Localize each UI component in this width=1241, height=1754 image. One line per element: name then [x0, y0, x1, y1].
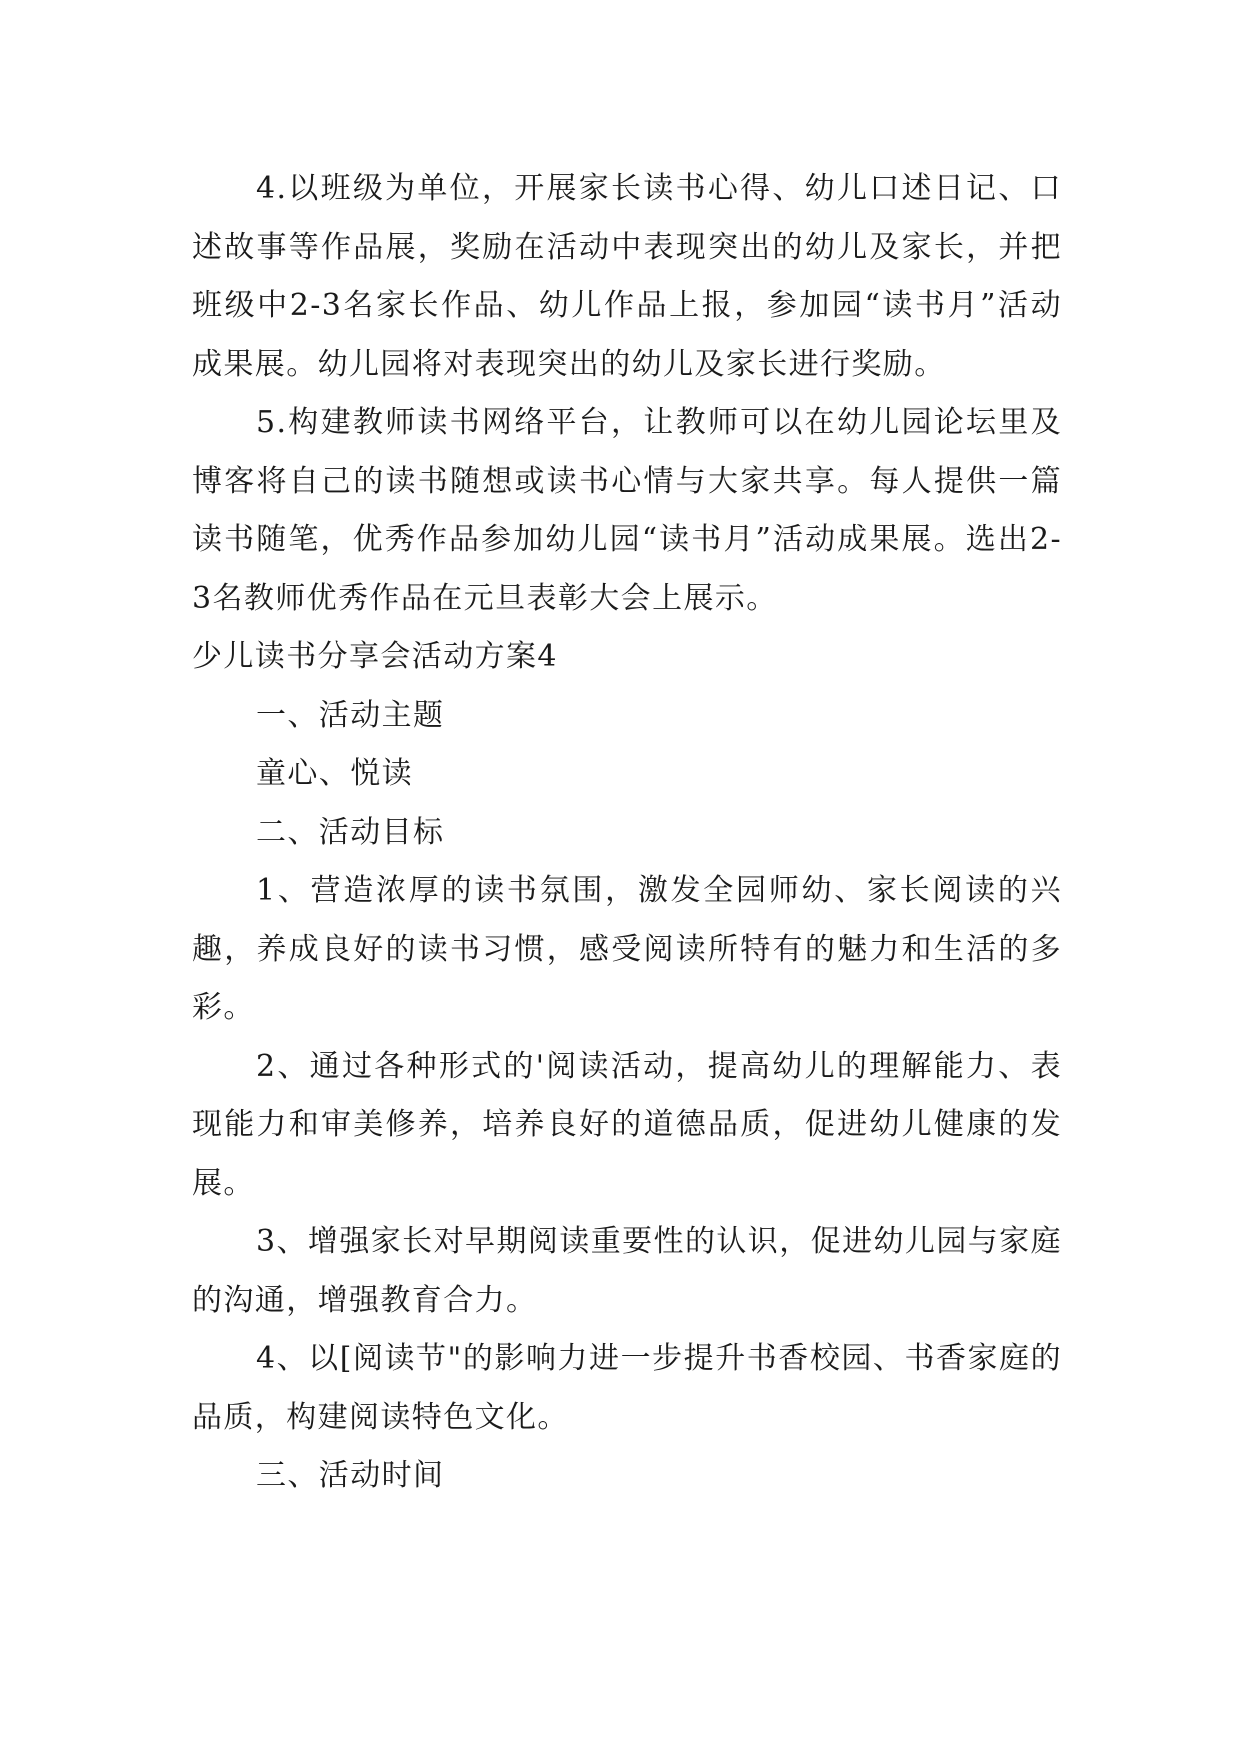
paragraph-item-5: 5.构建教师读书网络平台，让教师可以在幼儿园论坛里及博客将自己的读书随想或读书心情与大家共享。每人提供一篇读书随笔，优秀作品参加幼儿园“读书月”活动成果展。选出2-3名教师优秀作品在元旦表彰大会上展示。 [192, 405, 1062, 616]
goal-2: 2、通过各种形式的'阅读活动，提高幼儿的理解能力、表现能力和审美修养，培养良好的道德品质，促进幼儿健康的发展。 [192, 1048, 1062, 1201]
paragraph-item-4: 4.以班级为单位，开展家长读书心得、幼儿口述日记、口述故事等作品展，奖励在活动中表现突出的幼儿及家长，并把班级中2-3名家长作品、幼儿作品上报，参加园“读书月”活动成果展。幼儿园将对表现突出的幼儿及家长进行奖励。 [192, 171, 1062, 382]
goal-3: 3、增强家长对早期阅读重要性的认识，促进幼儿园与家庭的沟通，增强教育合力。 [192, 1224, 1062, 1318]
goal-4: 4、以[阅读节"的影响力进一步提升书香校园、书香家庭的品质，构建阅读特色文化。 [192, 1341, 1062, 1435]
heading-activity-time: 三、活动时间 [256, 1458, 445, 1493]
heading-activity-theme: 一、活动主题 [256, 697, 445, 733]
theme-text: 童心、悦读 [256, 756, 413, 791]
document-body [192, 160, 1062, 1506]
section-title: 少儿读书分享会活动方案4 [192, 639, 558, 674]
goal-1: 1、营造浓厚的读书氛围，激发全园师幼、家长阅读的兴趣，养成良好的读书习惯，感受阅读所特有的魅力和生活的多彩。 [192, 873, 1062, 1025]
heading-activity-goals: 二、活动目标 [256, 814, 445, 850]
